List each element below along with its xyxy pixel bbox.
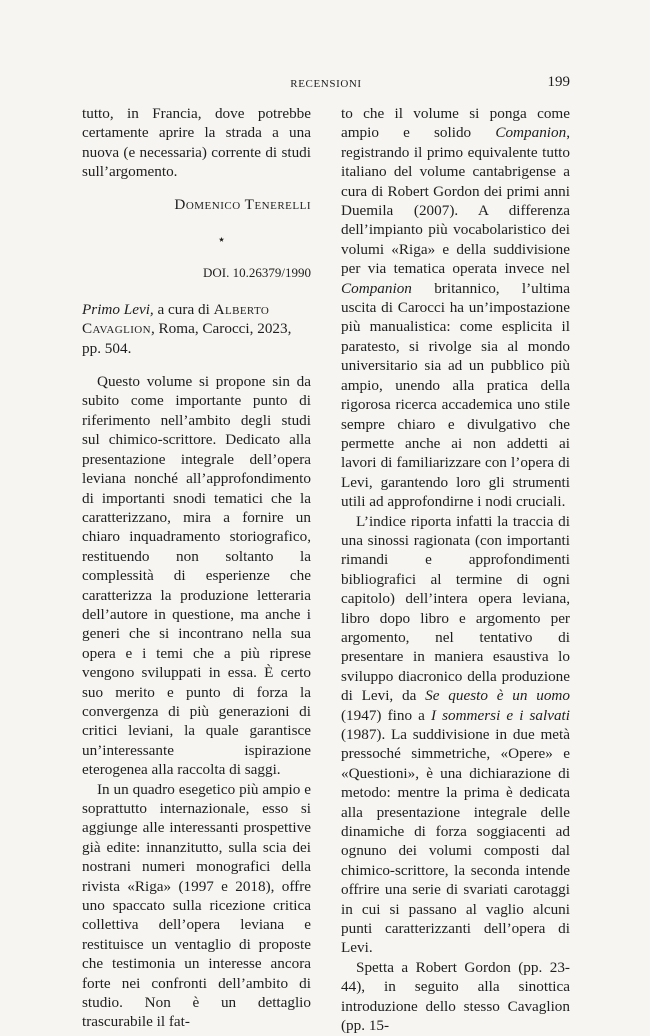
review-paragraph-2-continued [341, 104, 570, 512]
bibliographic-entry [82, 300, 311, 358]
text-run: (1947) fino a [341, 706, 431, 724]
running-header [82, 74, 570, 94]
text-run: , registrando il primo equivalente tutto italiano del volume cantabrigense a cura di Robert Gordon dei primi anni Duemila (2007). A differenza dell’impianto più vocabolaristico dei volumi «Riga» e della suddivisione per via tematica operata invece nel [341, 124, 570, 278]
reviewer-signature: Domenico Tenerelli [174, 195, 311, 213]
right-column [341, 104, 570, 1036]
italic-title: Companion [495, 124, 567, 142]
curator-name: Alberto Cavaglion [82, 300, 270, 338]
review-paragraph-1: Questo volume si propone sin da subito come importante punto di riferimento nell’ambito degli studi sul chimico-scrittore. Dedicato alla presentazione integrale dell’opera leviana nonché all’approfondimento di importanti snodi tematici che la caratterizzano, mira a fornire un chiaro inquadramento storiografico, restituendo non soltanto la complessità di esperienze che caratterizza la produzione letteraria dell’autore in questione, ma anche i generi che si incontrano nella sua opera e i temi che a più riprese vengono sviluppati in essa. È certo suo merito e punto di forza la convergenza di più generazioni di critici leviani, la quale garantisce un’interessante ispirazione eterogenea alla raccolta di saggi. [82, 373, 311, 779]
previous-review-ending: tutto, in Francia, dove potrebbe certamente aprire la strada a una nuova (e necessaria) corrente di studi sull’argomento. [82, 105, 311, 181]
italic-title: Se questo è un uomo [425, 687, 570, 705]
curator-prefix: a cura di [153, 300, 214, 318]
text-run: (1987). La suddivisione in due metà pressoché simmetriche, «Opere» e «Questioni», è una dichiarazione di metodo: mentre la prima è dedicata alla presentazione integrale delle dinamiche di forza soggiacenti ad ognuno dei volumi composti dal chimico-scrittore, la seconda intende offrire una serie di svariati carotaggi in cui si passano al vaglio alcuni punti caratterizzanti dell’opera di Levi. [341, 726, 570, 957]
review-paragraph-2: In un quadro esegetico più ampio e soprattutto internazionale, esso si aggiunge alle interessanti prospettive già edite: innanzitutto, sulla scia dei nostrani numeri monografici della rivista «Riga» (1997 e 2018), offre uno spaccato sulla ricezione critica collettiva dell’opera leviana e restituisce un ventaglio di proposte che testimonia un interesse ancora forte nei confronti dell’ambito di studio. Non è un dettaglio trascurabile il fat- [82, 780, 311, 1031]
publication-details: , Roma, Carocci, 2023, pp. 504. [82, 320, 292, 357]
italic-title: I sommersi e i salvati [430, 706, 570, 724]
review-paragraph-4: Spetta a Robert Gordon (pp. 23-44), in seguito alla sinottica introduzione dello stesso Cavaglion (pp. 15- [341, 958, 570, 1035]
text-run: britannico, l’ultima uscita di Carocci ha un’impostazione più manualistica: come esplicita il paratesto, si rivolge sia al mondo universitario sia ad un pubblico più ampio, unendo alla pratica della rigorosa ricerca accademica uno stile sempre chiaro e divulgativo che permette anche ai non addetti ai lavori di familiarizzare con l’opera di Levi, garantendo loro gli strumenti utili ad approfondirne i nodi cruciali. [341, 279, 570, 511]
doi-reference: DOI. 10.26379/1990 [203, 265, 311, 281]
star-separator-icon: ⋆ [217, 233, 226, 249]
book-title: Primo Levi, [82, 300, 154, 318]
review-paragraph-3 [341, 512, 570, 958]
page-number: 199 [547, 74, 570, 90]
left-column [82, 104, 311, 1032]
text-run: to che il volume si ponga come ampio e solido [341, 105, 570, 142]
running-head: RECENSIONI [290, 78, 362, 90]
italic-title: Companion [341, 279, 412, 297]
text-run: L’indice riporta infatti la traccia di una sinossi ragionata (con importanti rimandi e approfondimenti bibliografici al termine di ogni capitolo) dell’intera opera leviana, libro dopo libro e argomento per argomento, nel tentativo di presentare in maniera esaustiva lo sviluppo diacronico della produzione di Levi, da [341, 512, 570, 705]
